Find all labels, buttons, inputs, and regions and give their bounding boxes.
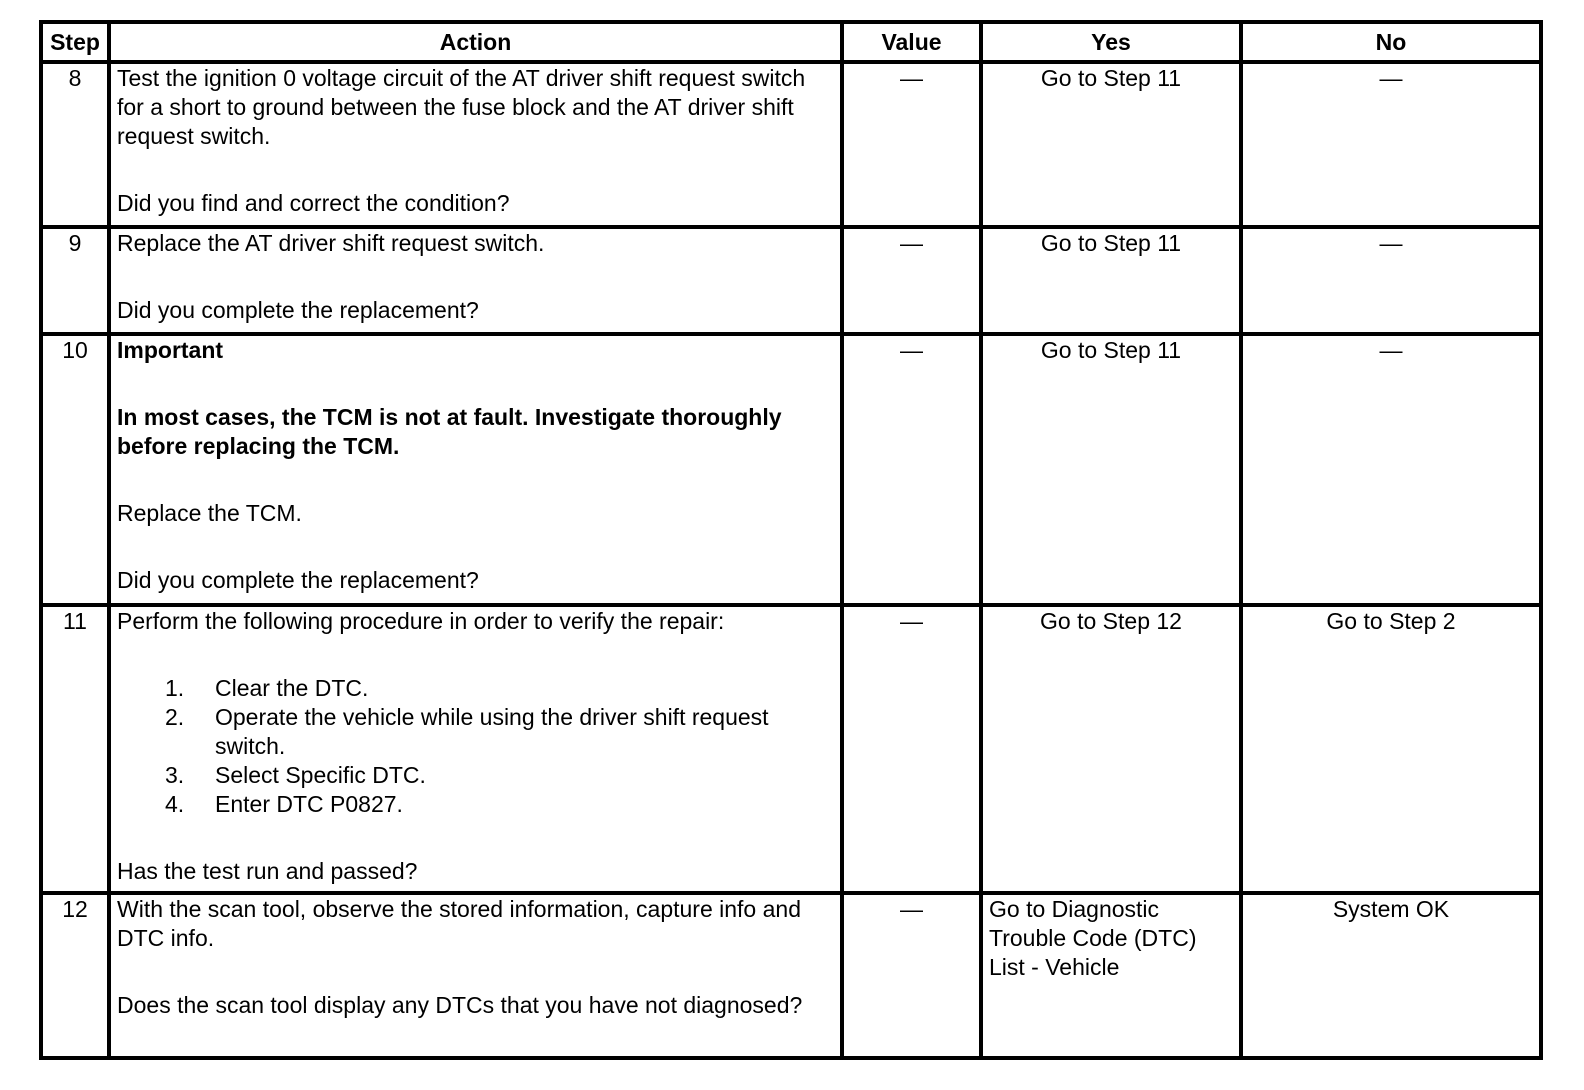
- table-row-step-12: [41, 893, 1541, 1058]
- no-cell: System OK: [1241, 893, 1541, 1058]
- action-text: Replace the AT driver shift request switch.: [117, 230, 545, 256]
- procedure-item-text: Select Specific DTC.: [215, 762, 426, 788]
- header-step: Step: [41, 22, 109, 62]
- value-cell: —: [842, 227, 981, 334]
- header-value: Value: [842, 22, 981, 62]
- yes-cell: Go to Step 11: [981, 62, 1241, 227]
- important-label: Important: [117, 337, 224, 363]
- yes-cell: Go to Diagnostic Trouble Code (DTC) List - Vehicle: [981, 893, 1241, 1058]
- step-number: 10: [41, 334, 109, 605]
- procedure-item: [165, 761, 834, 790]
- value-cell: —: [842, 62, 981, 227]
- no-cell: —: [1241, 62, 1541, 227]
- action-text: Perform the following procedure in order to verify the repair:: [117, 608, 725, 634]
- action-question: Has the test run and passed?: [117, 858, 418, 884]
- procedure-item-number: 4.: [165, 791, 185, 817]
- value-cell: —: [842, 893, 981, 1058]
- action-text: Test the ignition 0 voltage circuit of the AT driver shift request switch for a short to ground between the fuse block and the AT driver shift request switch.: [117, 65, 806, 149]
- procedure-item-number: 2.: [165, 704, 185, 730]
- procedure-item-number: 1.: [165, 675, 185, 701]
- action-cell: [109, 605, 842, 893]
- procedure-item-text: Operate the vehicle while using the driver shift request switch.: [215, 704, 769, 759]
- procedure-list: [117, 674, 834, 819]
- yes-cell: Go to Step 11: [981, 227, 1241, 334]
- action-text: Replace the TCM.: [117, 500, 302, 526]
- step-number: 12: [41, 893, 109, 1058]
- step-number: 8: [41, 62, 109, 227]
- table-row-step-10: [41, 334, 1541, 605]
- procedure-item-text: Clear the DTC.: [215, 675, 369, 701]
- action-question: Did you find and correct the condition?: [117, 190, 510, 216]
- no-cell: Go to Step 2: [1241, 605, 1541, 893]
- action-question: Did you complete the replacement?: [117, 567, 479, 593]
- yes-cell: Go to Step 12: [981, 605, 1241, 893]
- procedure-item: [165, 674, 834, 703]
- action-cell: [109, 227, 842, 334]
- action-question: Did you complete the replacement?: [117, 297, 479, 323]
- procedure-item: [165, 703, 834, 761]
- header-no: No: [1241, 22, 1541, 62]
- action-cell: [109, 893, 842, 1058]
- step-number: 11: [41, 605, 109, 893]
- diagnostic-table: [39, 20, 1543, 1060]
- table-row-step-11: [41, 605, 1541, 893]
- header-action: Action: [109, 22, 842, 62]
- yes-cell: Go to Step 11: [981, 334, 1241, 605]
- value-cell: —: [842, 334, 981, 605]
- procedure-item-text: Enter DTC P0827.: [215, 791, 403, 817]
- step-number: 9: [41, 227, 109, 334]
- value-cell: —: [842, 605, 981, 893]
- no-cell: —: [1241, 334, 1541, 605]
- procedure-item: [165, 790, 834, 819]
- table-row-step-9: [41, 227, 1541, 334]
- action-cell: [109, 334, 842, 605]
- header-row: [41, 22, 1541, 62]
- action-question: Does the scan tool display any DTCs that you have not diagnosed?: [117, 992, 803, 1018]
- no-cell: —: [1241, 227, 1541, 334]
- action-cell: [109, 62, 842, 227]
- header-yes: Yes: [981, 22, 1241, 62]
- important-text: In most cases, the TCM is not at fault. Investigate thoroughly before replacing the TCM.: [117, 404, 782, 459]
- action-text: With the scan tool, observe the stored information, capture info and DTC info.: [117, 896, 801, 951]
- table-row-step-8: [41, 62, 1541, 227]
- procedure-item-number: 3.: [165, 762, 185, 788]
